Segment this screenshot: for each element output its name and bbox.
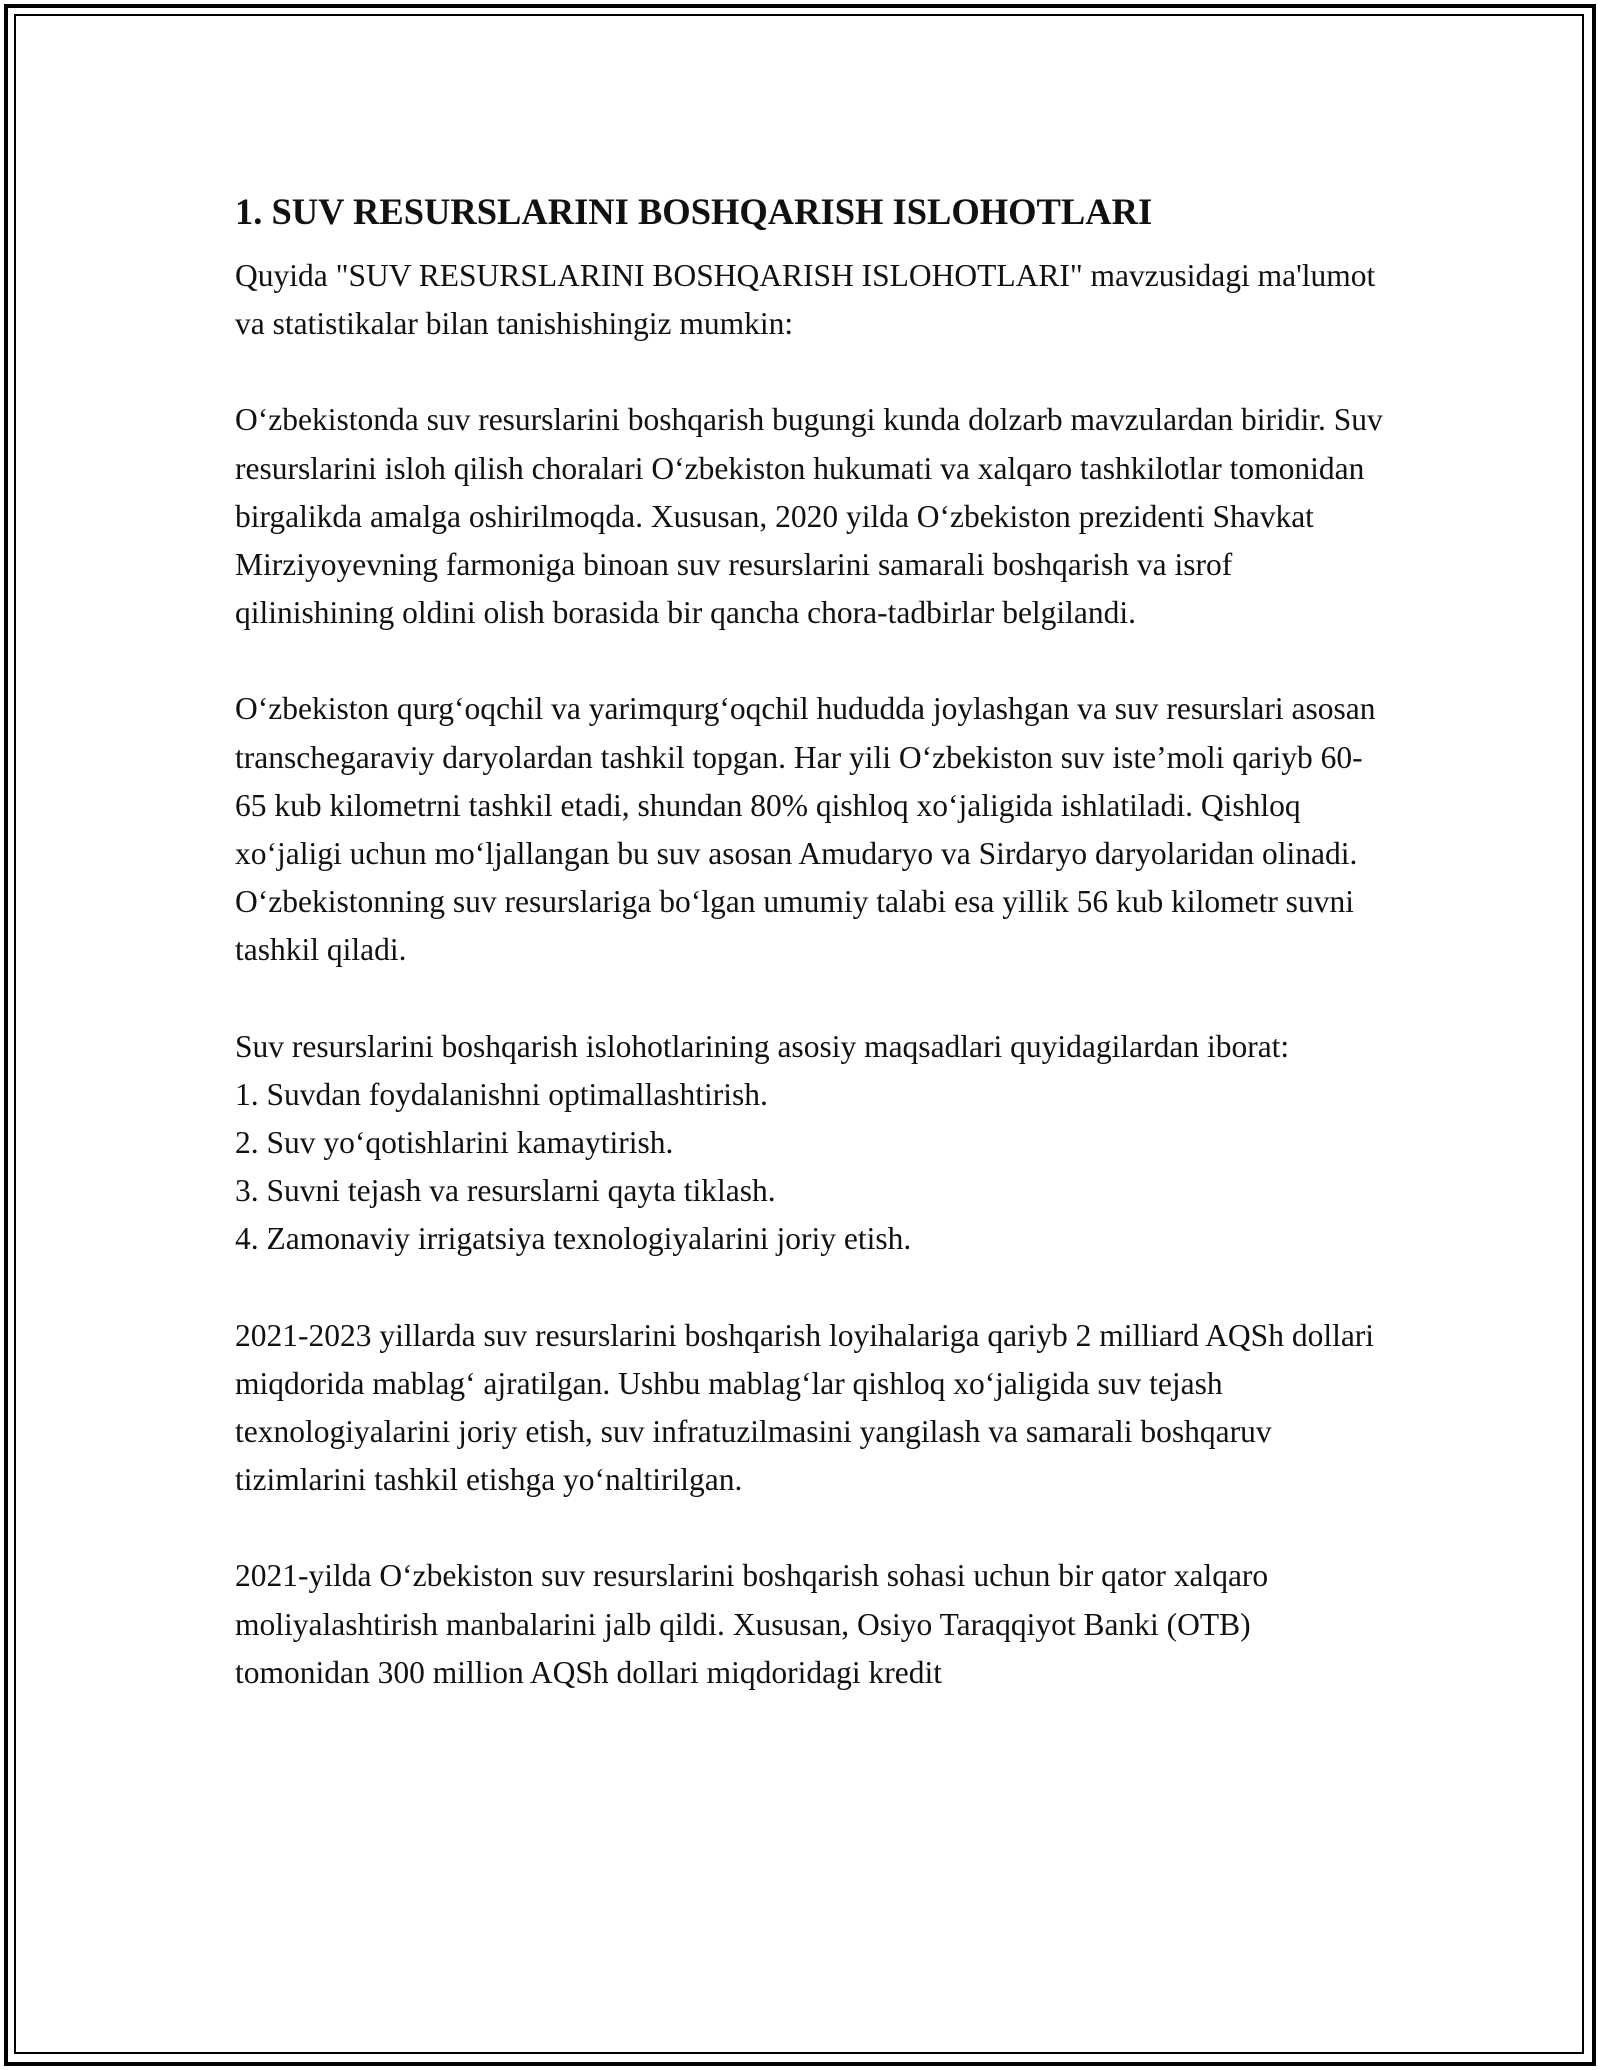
reform-overview-paragraph: O‘zbekistonda suv resurslarini boshqarish bugungi kunda dolzarb mavzulardan biridir. Suv resurslarini isloh qilish choralari O‘zbekiston hukumati va xalqaro tashkilotlar tomonidan birgalikda amalga oshirilmoqda. Xususan, 2020 yilda O‘zbekiston prezidenti Shavkat Mirziyoyevning farmoniga binoan suv resurslarini samarali boshqarish va isrof qilinishining oldini olish borasida bir qancha chora-tadbirlar belgilandi. xyxy=(235,402,1383,631)
international-financing-paragraph: 2021-yilda O‘zbekiston suv resurslarini boshqarish sohasi uchun bir qator xalqaro moliyalashtirish manbalarini jalb qildi. Xususan, Osiyo Taraqqiyot Banki (OTB) tomonidan 300 million AQSh dollari miqdoridagi kredit xyxy=(235,1558,1269,1690)
funding-paragraph: 2021-2023 yillarda suv resurslarini boshqarish loyihalariga qariyb 2 milliard AQSh dollari miqdorida mablag‘ ajratilgan. Ushbu mablag‘lar qishloq xo‘jaligida suv tejash texnologiyalarini joriy etish, suv infratuzilmasini yangilash va samarali boshqaruv tizimlarini tashkil etishga yo‘naltirilgan. xyxy=(235,1317,1375,1498)
list-item: 2. Suv yo‘qotishlarini kamaytirish. xyxy=(235,1125,674,1161)
document-body xyxy=(235,186,1385,1745)
list-item: 4. Zamonaviy irrigatsiya texnologiyalarini joriy etish. xyxy=(235,1221,912,1257)
goals-section xyxy=(235,1023,1385,1264)
intro-paragraph: Quyida "SUV RESURSLARINI BOSHQARISH ISLOHOTLARI" mavzusidagi ma'lumot va statistikalar bilan tanishishingiz mumkin: xyxy=(235,258,1376,342)
water-consumption-paragraph: O‘zbekiston qurg‘oqchil va yarimqurg‘oqchil hududda joylashgan va suv resurslari asosan transchegaraviy daryolardan tashkil topgan. Har yili O‘zbekiston suv iste’moli qariyb 60-65 kub kilometrni tashkil etadi, shundan 80% qishloq xo‘jaligida ishlatiladi. Qishloq xo‘jaligi uchun mo‘ljallangan bu suv asosan Amudaryo va Sirdaryo daryolaridan olinadi. O‘zbekistonning suv resurslariga bo‘lgan umumiy talabi esa yillik 56 kub kilometr suvni tashkil qiladi. xyxy=(235,691,1376,968)
goals-intro: Suv resurslarini boshqarish islohotlarining asosiy maqsadlari quyidagilardan iborat: xyxy=(235,1028,1290,1064)
list-item: 1. Suvdan foydalanishni optimallashtirish. xyxy=(235,1076,768,1112)
goals-list xyxy=(235,1071,1385,1264)
document-title: 1. SUV RESURSLARINI BOSHQARISH ISLOHOTLARI xyxy=(235,191,1153,232)
list-item: 3. Suvni tejash va resurslarni qayta tiklash. xyxy=(235,1173,776,1209)
